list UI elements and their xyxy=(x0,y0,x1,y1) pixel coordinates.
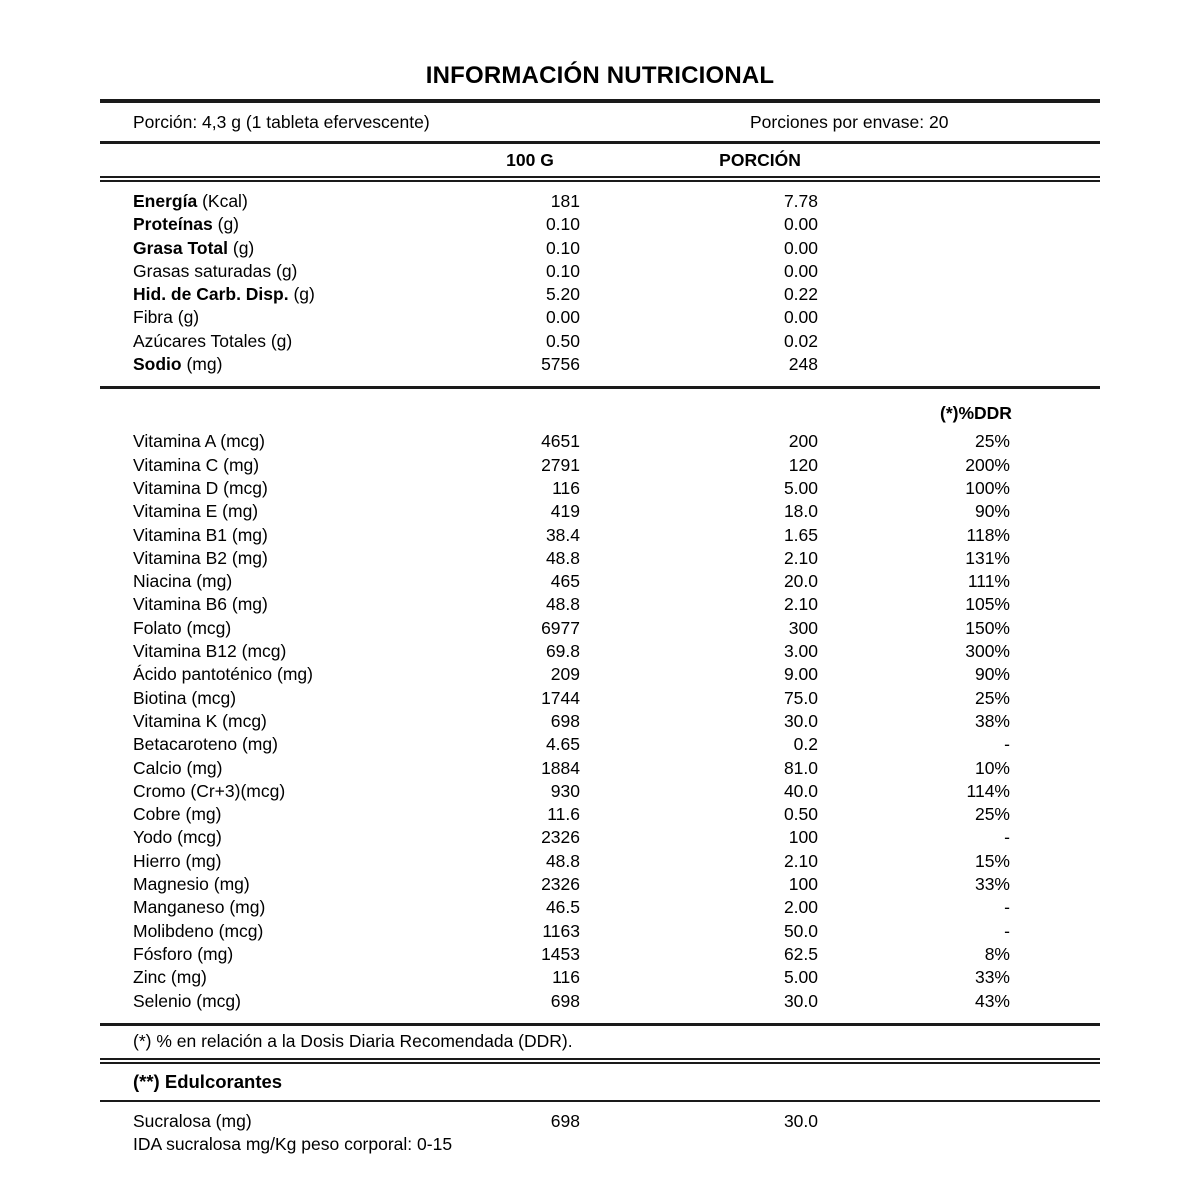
nutrient-label: Magnesio (mg) xyxy=(133,874,250,895)
micronutrient-section xyxy=(100,431,1100,1022)
value-per-100g: 1453 xyxy=(541,943,580,964)
table-row xyxy=(100,944,1100,967)
value-ddr-percent: 15% xyxy=(974,850,1010,871)
value-ddr-percent: 111% xyxy=(967,571,1010,592)
ida-text: IDA sucralosa mg/Kg peso corporal: 0-15 xyxy=(133,1134,453,1155)
nutrient-label: Vitamina B1 (mg) xyxy=(133,524,268,545)
value-per-portion: 40.0 xyxy=(783,780,818,801)
value-ddr-percent: 25% xyxy=(974,687,1010,708)
value-per-portion: 248 xyxy=(788,354,818,375)
nutrient-label: Vitamina B12 (mcg) xyxy=(133,641,287,662)
value-per-portion: 81.0 xyxy=(783,757,818,778)
value-per-100g: 48.8 xyxy=(545,594,580,615)
table-row xyxy=(100,711,1100,734)
value-per-100g: 6977 xyxy=(541,617,580,638)
value-per-100g: 4.65 xyxy=(545,734,580,755)
value-per-100g: 2326 xyxy=(541,874,580,895)
value-per-portion: 100 xyxy=(788,827,818,848)
value-per-100g: 181 xyxy=(550,191,580,211)
value-per-100g: 116 xyxy=(552,967,580,988)
nutrient-label: Zinc (mg) xyxy=(133,967,207,988)
table-row xyxy=(100,354,1100,377)
table-row xyxy=(100,897,1100,920)
value-ddr-percent: 33% xyxy=(974,874,1010,895)
value-ddr-percent: 118% xyxy=(966,524,1010,545)
nutrient-name: Grasa Total xyxy=(133,237,228,258)
value-per-portion: 0.50 xyxy=(783,804,818,825)
value-per-portion: 3.00 xyxy=(783,641,818,662)
value-per-100g: 1884 xyxy=(541,757,580,778)
table-row xyxy=(100,525,1100,548)
table-row xyxy=(100,191,1100,214)
nutrient-name: Hid. de Carb. Disp. xyxy=(133,284,289,305)
nutrient-label: Molibdeno (mcg) xyxy=(133,920,264,941)
value-ddr-percent: - xyxy=(1004,920,1010,941)
nutrient-label: Selenio (mcg) xyxy=(133,990,241,1011)
value-ddr-percent: 33% xyxy=(974,967,1010,988)
value-ddr-percent: 200% xyxy=(965,454,1010,475)
value-ddr-percent: 25% xyxy=(974,431,1010,452)
value-ddr-percent: 114% xyxy=(966,780,1010,801)
nutrient-name: Azúcares Totales xyxy=(133,330,266,351)
value-per-portion: 50.0 xyxy=(783,920,818,941)
table-row xyxy=(100,455,1100,478)
value-ddr-percent: 8% xyxy=(984,943,1010,964)
value-ddr-percent: 25% xyxy=(974,804,1010,825)
nutrient-label xyxy=(133,238,254,259)
value-per-portion: 30.0 xyxy=(783,710,818,731)
nutrient-label xyxy=(133,261,297,282)
nutrient-unit: (g) xyxy=(177,307,200,328)
page-title: INFORMACIÓN NUTRICIONAL xyxy=(425,62,775,89)
value-ddr-percent: 105% xyxy=(965,594,1010,615)
nutrient-label: Cromo (Cr+3)(mcg) xyxy=(133,780,286,801)
table-row xyxy=(100,991,1100,1014)
nutrient-unit: (g) xyxy=(270,330,293,351)
nutrient-label: Vitamina E (mg) xyxy=(133,501,259,522)
nutrient-unit: (g) xyxy=(217,214,240,235)
value-per-portion: 200 xyxy=(788,431,818,452)
value-ddr-percent: 150% xyxy=(965,617,1010,638)
nutrient-label: Vitamina K (mcg) xyxy=(133,710,267,731)
value-ddr-percent: 10% xyxy=(974,757,1010,778)
ddr-header-row xyxy=(100,389,1100,431)
table-row xyxy=(100,781,1100,804)
value-per-100g: 1163 xyxy=(542,920,580,941)
value-per-portion: 5.00 xyxy=(783,477,818,498)
table-row xyxy=(100,331,1100,354)
table-row xyxy=(100,571,1100,594)
table-row xyxy=(100,734,1100,757)
table-row xyxy=(100,431,1100,454)
value-per-portion: 0.00 xyxy=(783,307,818,328)
value-per-portion: 75.0 xyxy=(783,687,818,708)
value-per-100g: 930 xyxy=(550,780,580,801)
value-per-100g: 419 xyxy=(550,501,580,522)
value-per-100g: 0.00 xyxy=(545,307,580,328)
table-row xyxy=(100,664,1100,687)
value-per-100g: 465 xyxy=(550,571,580,592)
value-per-100g: 38.4 xyxy=(545,524,580,545)
value-per-portion: 2.10 xyxy=(783,547,818,568)
value-per-100g: 1744 xyxy=(541,687,580,708)
column-header-100g: 100 G xyxy=(506,150,554,170)
table-row xyxy=(100,851,1100,874)
table-row xyxy=(100,827,1100,850)
nutrient-unit: (g) xyxy=(276,260,298,281)
value-per-portion: 0.00 xyxy=(783,237,818,258)
value-ddr-percent: - xyxy=(1004,734,1010,755)
value-per-100g: 2326 xyxy=(541,827,580,848)
value-per-100g: 209 xyxy=(550,664,580,685)
nutrient-label: Fósforo (mg) xyxy=(133,943,234,964)
ddr-footnote-row xyxy=(100,1026,1100,1058)
table-row xyxy=(100,967,1100,990)
value-per-portion: 18.0 xyxy=(783,501,818,522)
value-per-100g: 698 xyxy=(550,710,580,731)
value-per-portion: 1.65 xyxy=(783,524,818,545)
nutrient-unit: (g) xyxy=(293,284,315,305)
nutrient-unit: (g) xyxy=(232,237,255,258)
value-per-portion: 62.5 xyxy=(783,943,818,964)
table-row xyxy=(100,214,1100,237)
nutrient-unit: (mg) xyxy=(186,354,223,375)
ddr-footnote-text: (*) % en relación a la Dosis Diaria Recomendada (DDR). xyxy=(133,1030,573,1051)
nutrient-label: Hierro (mg) xyxy=(133,850,222,871)
value-ddr-percent: 90% xyxy=(974,501,1010,522)
nutrient-name: Sodio xyxy=(133,354,182,375)
value-per-portion: 5.00 xyxy=(783,967,818,988)
nutrient-label: Vitamina C (mg) xyxy=(133,454,260,475)
nutrient-label: Betacaroteno (mg) xyxy=(133,734,278,755)
nutrient-label: Niacina (mg) xyxy=(133,571,233,592)
value-per-portion: 30.0 xyxy=(783,1110,818,1131)
value-per-portion: 20.0 xyxy=(783,571,818,592)
table-row xyxy=(100,758,1100,781)
nutrient-label: Vitamina B2 (mg) xyxy=(133,547,268,568)
value-per-100g: 0.50 xyxy=(545,330,580,351)
column-header-portion: PORCIÓN xyxy=(719,150,801,170)
value-per-100g: 48.8 xyxy=(545,850,580,871)
portion-size-label: Porción: 4,3 g (1 tableta efervescente) xyxy=(133,112,430,132)
table-row xyxy=(100,804,1100,827)
nutrient-label xyxy=(133,191,248,212)
serving-info-row xyxy=(100,103,1100,141)
table-row xyxy=(100,261,1100,284)
value-per-100g: 5756 xyxy=(541,354,580,375)
table-row xyxy=(100,921,1100,944)
nutrient-label: Manganeso (mg) xyxy=(133,897,266,918)
value-per-100g: 48.8 xyxy=(545,547,580,568)
nutrition-facts-panel xyxy=(100,0,1100,1160)
nutrient-label xyxy=(133,354,222,375)
table-row xyxy=(100,618,1100,641)
column-header-ddr: (*)%DDR xyxy=(940,403,1012,424)
nutrient-unit: (Kcal) xyxy=(202,191,248,211)
table-row xyxy=(100,1111,1100,1134)
value-per-100g: 11.6 xyxy=(547,804,580,825)
nutrient-label: Calcio (mg) xyxy=(133,757,223,778)
value-ddr-percent: - xyxy=(1004,897,1010,918)
ida-row xyxy=(100,1134,1100,1160)
nutrient-label: Vitamina D (mcg) xyxy=(133,477,268,498)
table-row xyxy=(100,307,1100,330)
value-per-100g: 5.20 xyxy=(545,284,580,305)
value-per-100g: 698 xyxy=(550,1110,580,1131)
value-per-100g: 4651 xyxy=(541,431,580,452)
nutrient-label: Yodo (mcg) xyxy=(133,827,222,848)
sweeteners-heading-text: (**) Edulcorantes xyxy=(133,1070,283,1092)
sweeteners-section xyxy=(100,1102,1100,1134)
value-ddr-percent: - xyxy=(1004,827,1010,848)
value-ddr-percent: 43% xyxy=(974,990,1010,1011)
table-row xyxy=(100,688,1100,711)
macronutrient-section xyxy=(100,182,1100,386)
table-row xyxy=(100,548,1100,571)
nutrient-label: Vitamina A (mcg) xyxy=(133,431,265,452)
servings-per-container-label: Porciones por envase: 20 xyxy=(750,112,949,132)
value-per-portion: 0.00 xyxy=(783,214,818,235)
value-per-100g: 0.10 xyxy=(545,237,580,258)
value-per-portion: 30.0 xyxy=(783,990,818,1011)
table-row xyxy=(100,641,1100,664)
value-per-portion: 7.78 xyxy=(783,191,818,211)
sweeteners-heading-row xyxy=(100,1064,1100,1100)
sweetener-label: Sucralosa (mg) xyxy=(133,1110,252,1131)
nutrient-label xyxy=(133,214,239,235)
nutrient-label xyxy=(133,307,199,328)
value-per-portion: 0.00 xyxy=(783,260,818,281)
nutrient-label xyxy=(133,284,315,305)
value-ddr-percent: 300% xyxy=(965,641,1010,662)
table-row xyxy=(100,594,1100,617)
value-ddr-percent: 100% xyxy=(965,477,1010,498)
nutrient-label: Ácido pantoténico (mg) xyxy=(133,664,313,685)
value-ddr-percent: 90% xyxy=(974,664,1010,685)
nutrient-name: Grasas saturadas xyxy=(133,260,272,281)
value-ddr-percent: 38% xyxy=(974,710,1010,731)
value-ddr-percent: 131% xyxy=(965,547,1010,568)
value-per-100g: 0.10 xyxy=(545,260,580,281)
column-header-row xyxy=(100,144,1100,176)
value-per-portion: 2.00 xyxy=(783,897,818,918)
nutrient-name: Energía xyxy=(133,191,198,211)
nutrient-label: Vitamina B6 (mg) xyxy=(133,594,268,615)
table-row xyxy=(100,478,1100,501)
value-per-100g: 2791 xyxy=(541,454,580,475)
value-per-portion: 2.10 xyxy=(783,850,818,871)
table-row xyxy=(100,284,1100,307)
value-per-portion: 0.2 xyxy=(793,734,818,755)
value-per-100g: 46.5 xyxy=(545,897,580,918)
value-per-portion: 120 xyxy=(788,454,818,475)
value-per-100g: 69.8 xyxy=(545,641,580,662)
table-row xyxy=(100,874,1100,897)
value-per-portion: 9.00 xyxy=(783,664,818,685)
value-per-100g: 698 xyxy=(550,990,580,1011)
value-per-portion: 0.22 xyxy=(783,284,818,305)
nutrient-name: Fibra xyxy=(133,307,173,328)
nutrient-name: Proteínas xyxy=(133,214,213,235)
value-per-portion: 100 xyxy=(788,874,818,895)
nutrient-label: Folato (mcg) xyxy=(133,617,232,638)
value-per-100g: 0.10 xyxy=(545,214,580,235)
table-row xyxy=(100,501,1100,524)
table-row xyxy=(100,238,1100,261)
value-per-portion: 2.10 xyxy=(783,594,818,615)
value-per-100g: 116 xyxy=(552,477,580,498)
nutrient-label xyxy=(133,331,292,352)
value-per-portion: 300 xyxy=(788,617,818,638)
value-per-portion: 0.02 xyxy=(783,330,818,351)
nutrient-label: Biotina (mcg) xyxy=(133,687,237,708)
nutrient-label: Cobre (mg) xyxy=(133,804,222,825)
